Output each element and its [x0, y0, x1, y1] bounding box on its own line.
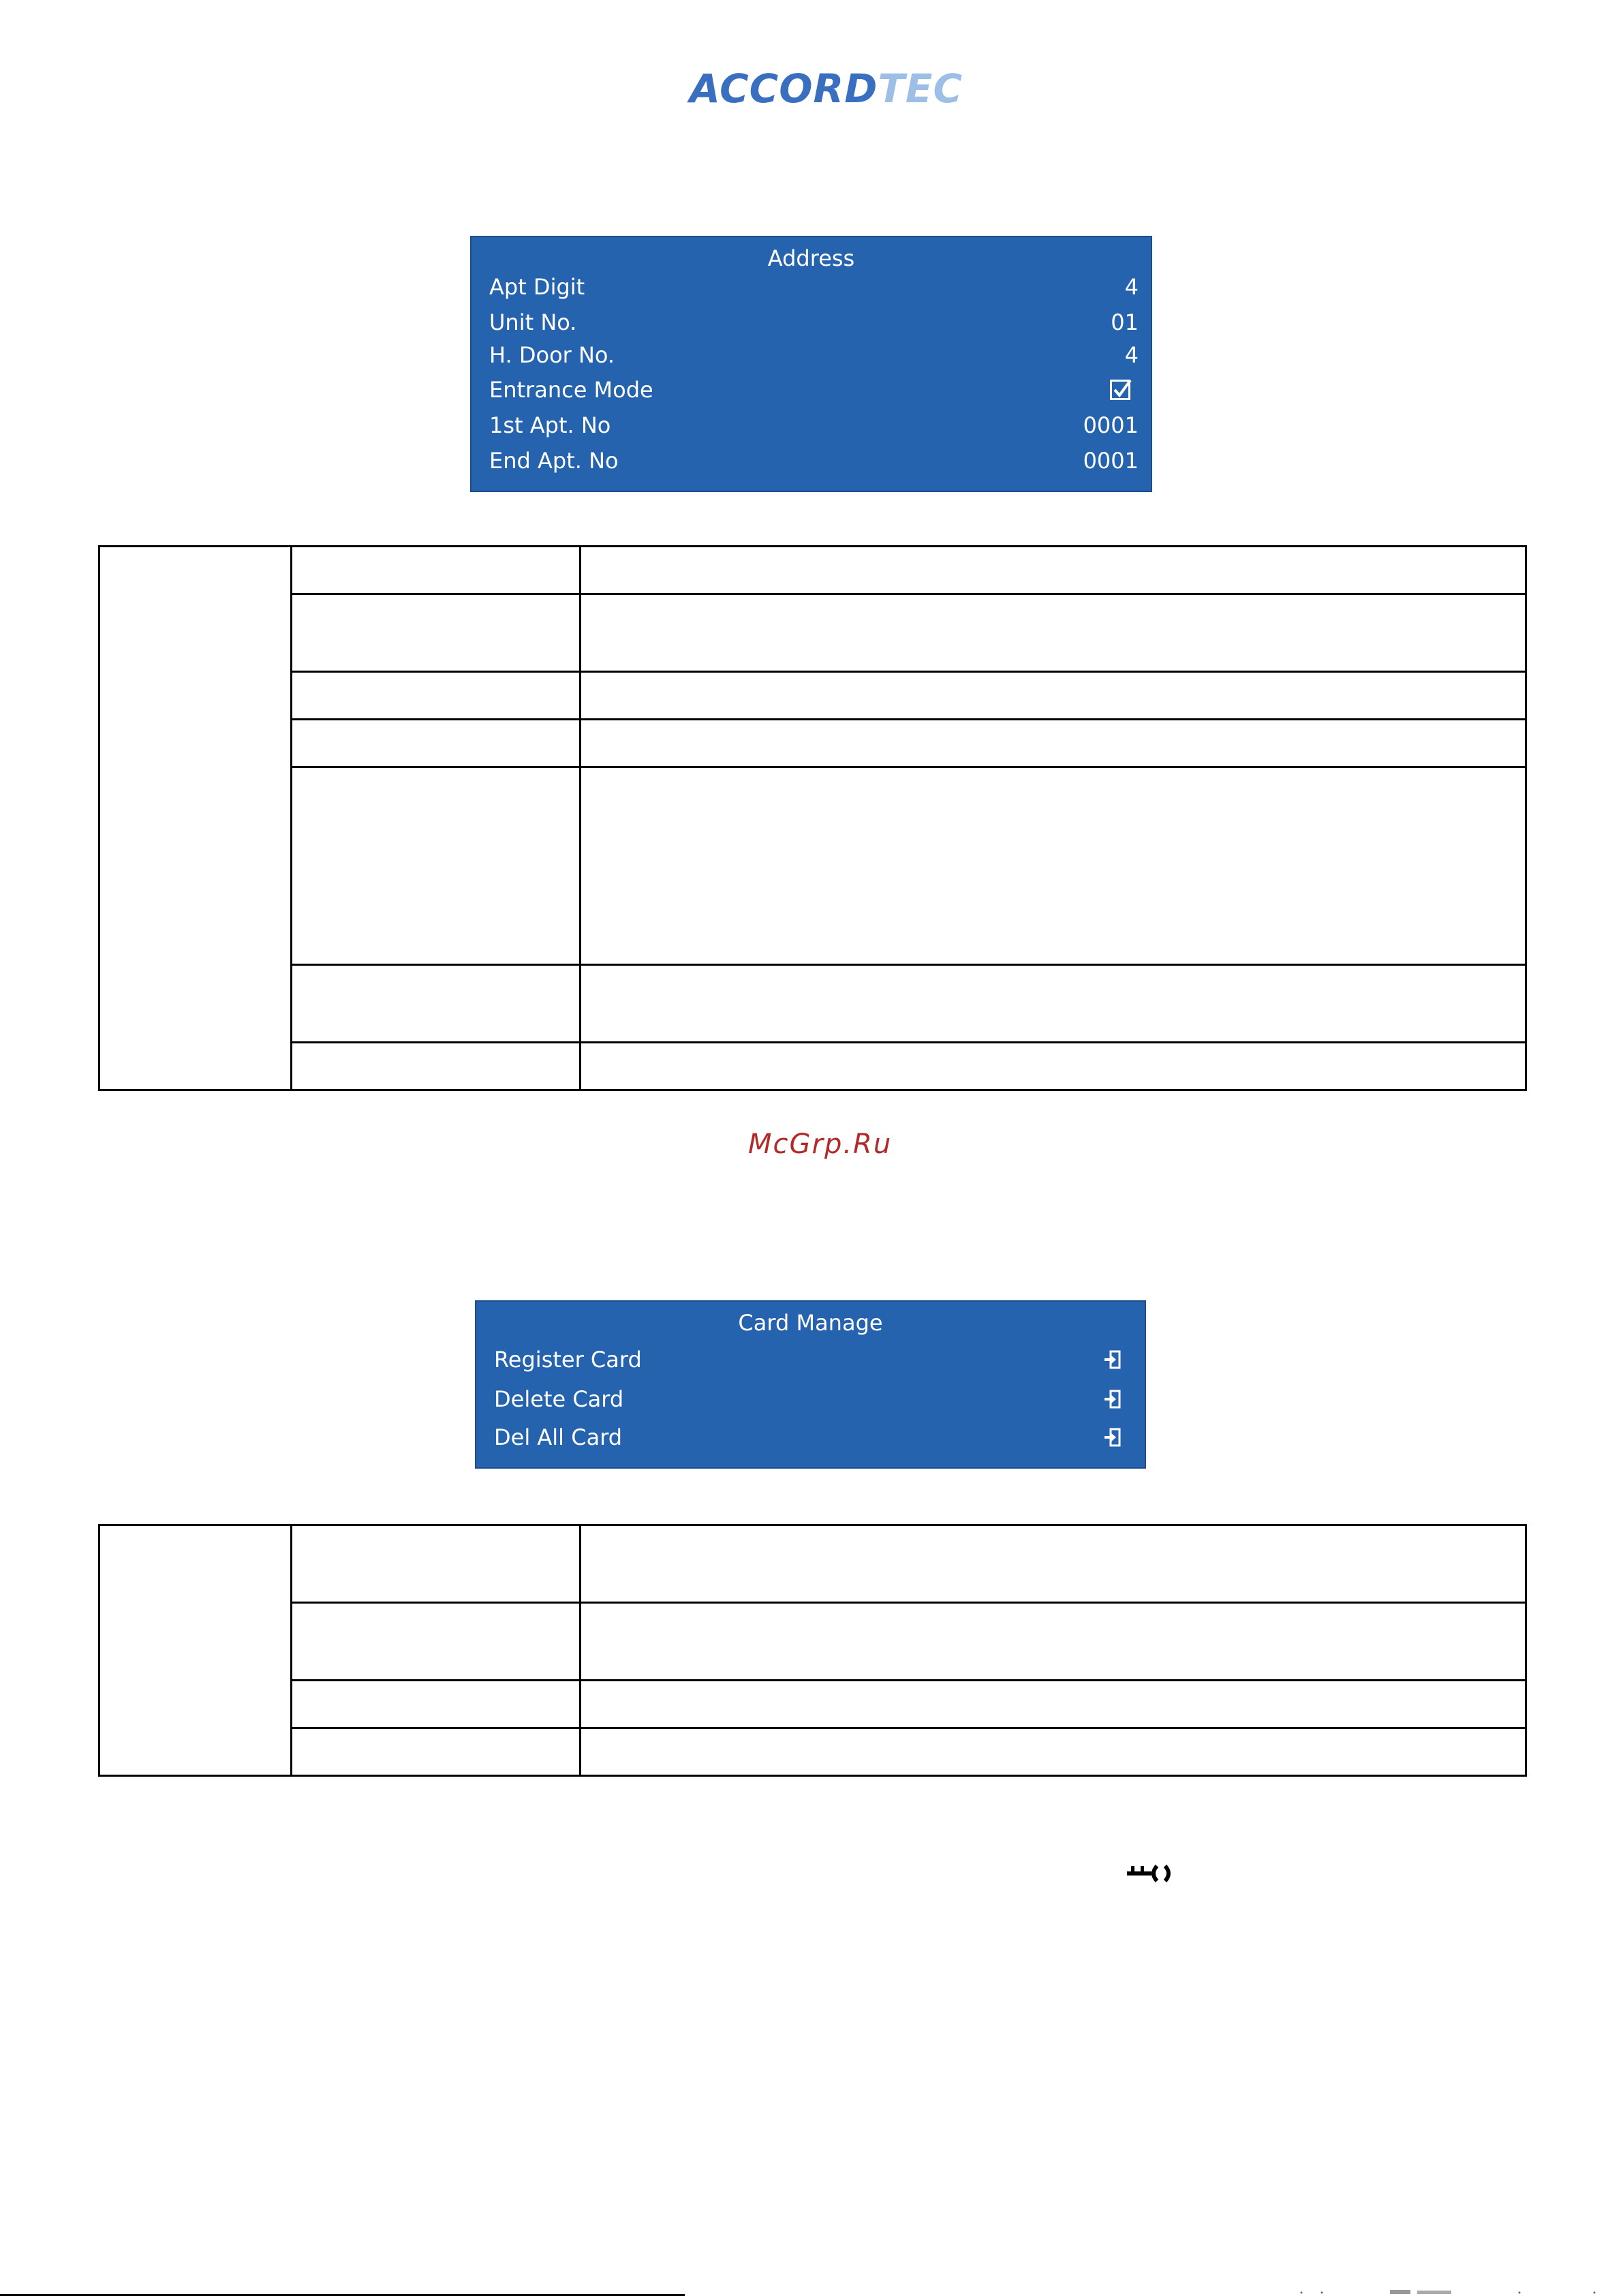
table-cell-item [292, 547, 581, 594]
apt-digit-value: 4 [1124, 274, 1139, 300]
menu-row-del-all-card[interactable] [494, 1422, 1132, 1453]
card-manage-menu-panel [475, 1300, 1146, 1469]
table-cell-description [581, 767, 1526, 965]
table-cell-item [292, 1525, 581, 1603]
enter-icon[interactable] [1102, 1428, 1122, 1447]
card-manage-menu-title: Card Manage [738, 1310, 883, 1336]
table-cell-description [581, 1043, 1526, 1090]
delete-card-label: Delete Card [494, 1386, 624, 1412]
table-cell-item [292, 1043, 581, 1090]
table-cell-description [581, 1603, 1526, 1681]
menu-row-apt-digit[interactable] [489, 271, 1139, 303]
end-apt-no-label: End Apt. No [489, 448, 619, 474]
table-cell-item [292, 720, 581, 767]
apt-digit-label: Apt Digit [489, 274, 585, 300]
unit-no-value: 01 [1111, 309, 1139, 335]
table-cell-item [292, 594, 581, 672]
menu-row-unit-no[interactable] [489, 307, 1139, 338]
1st-apt-no-label: 1st Apt. No [489, 412, 611, 438]
menu-row-delete-card[interactable] [494, 1383, 1132, 1415]
unit-no-label: Unit No. [489, 309, 577, 335]
table-cell-description [581, 1681, 1526, 1728]
register-card-label: Register Card [494, 1347, 642, 1373]
table-cell-description [581, 672, 1526, 720]
table-cell-item [292, 672, 581, 720]
table-cell-description [581, 720, 1526, 767]
del-all-card-label: Del All Card [494, 1424, 623, 1450]
menu-row-1st-apt-no[interactable] [489, 410, 1139, 441]
table-cell-description [581, 547, 1526, 594]
entrance-mode-label: Entrance Mode [489, 377, 653, 403]
accordtec-logo: ACCORDTEC [690, 65, 963, 112]
address-settings-table [98, 545, 1527, 1091]
menu-row-entrance-mode[interactable] [489, 374, 1139, 405]
table-cell-description [581, 1728, 1526, 1776]
card-manage-table [98, 1524, 1527, 1777]
h-door-no-label: H. Door No. [489, 342, 615, 368]
h-door-no-value: 4 [1124, 342, 1139, 368]
menu-row-register-card[interactable] [494, 1344, 1132, 1375]
table-cell-description [581, 1525, 1526, 1603]
enter-icon[interactable] [1102, 1390, 1122, 1409]
entrance-mode-checkbox[interactable] [1110, 380, 1130, 400]
key-icon [1127, 1861, 1175, 1888]
table-cell-menu-name [99, 1525, 292, 1776]
table-cell-item [292, 767, 581, 965]
watermark-text: McGrp.Ru [748, 1129, 893, 1160]
table-cell-item [292, 1603, 581, 1681]
table-cell-item [292, 965, 581, 1043]
table-cell-item [292, 1681, 581, 1728]
end-apt-no-value: 0001 [1083, 448, 1139, 474]
address-menu-title: Address [767, 245, 855, 271]
address-menu-panel [470, 236, 1152, 492]
table-cell-item [292, 1728, 581, 1776]
menu-row-end-apt-no[interactable] [489, 445, 1139, 476]
enter-icon[interactable] [1102, 1350, 1122, 1369]
menu-row-h-door-no[interactable] [489, 339, 1139, 371]
table-cell-menu-name [99, 547, 292, 1090]
table-cell-description [581, 965, 1526, 1043]
1st-apt-no-value: 0001 [1083, 412, 1139, 438]
table-cell-description [581, 594, 1526, 672]
footer-marks [1295, 2289, 1608, 2295]
